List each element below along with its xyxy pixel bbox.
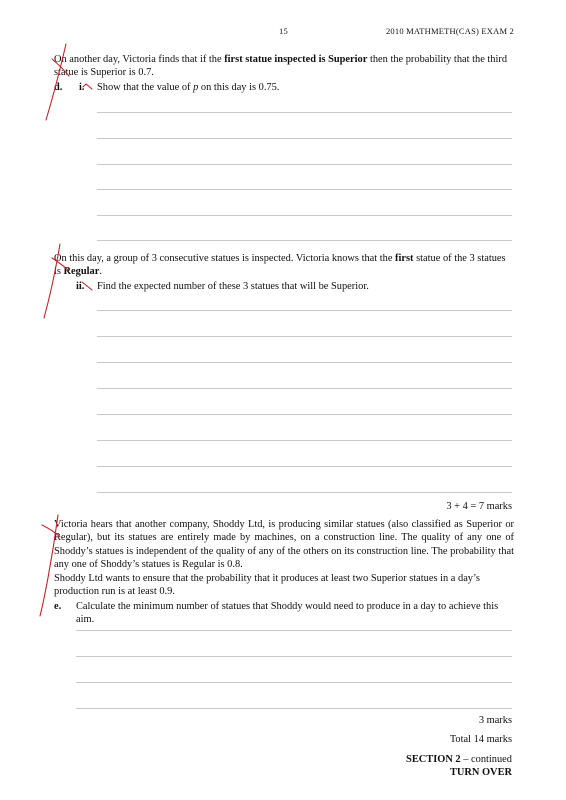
section-continued: SECTION 2 – continued [406,754,512,765]
part-d-marks: 3 + 4 = 7 marks [446,501,512,512]
part-d-intro: On another day, Victoria finds that if the first statue inspected is Superior then the probability that the third statue is Superior is 0.7. [54,54,508,79]
answer-line [97,310,512,311]
answer-line [76,682,512,683]
page-number: 15 [279,26,288,36]
exam-title: 2010 MATHMETH(CAS) EXAM 2 [385,26,514,36]
turn-over: TURN OVER [449,767,512,778]
sub-question-ii-label: ii. [76,281,85,292]
sub-question-i-label: i. [79,82,85,93]
part-d-intro-2: On this day, a group of 3 consecutive statues is inspected. Victoria knows that the first statue of the 3 statues is Regular. [54,253,506,278]
part-e-question: Calculate the minimum number of statues that Shoddy would need to produce in a day to achieve this aim. [76,601,499,625]
answer-line [97,466,512,467]
total-marks: Total 14 marks [449,734,512,745]
answer-line [97,440,512,441]
answer-line [97,215,512,216]
answer-line [97,138,512,139]
answer-line [76,630,512,631]
part-e-intro-2: Shoddy Ltd wants to ensure that the probability that it produces at least two Superior statues in a day’s production run is at least 0.9. [54,573,480,598]
question-ii-text: Find the expected number of these 3 statues that will be Superior. [97,281,369,292]
answer-line [97,414,512,415]
answer-line [97,388,512,389]
part-e-intro-1: Victoria hears that another company, Shoddy Ltd, is producing similar statues (also classified as Superior or Regular), but its statues are entirely made by machines, on a construction line. The quality of any one of Shoddy’s statues is independent of the quality of any of the others on its construction line. The probability that any one of Shoddy’s statues is Regular is 0.8. [54,519,514,571]
answer-line [97,240,512,241]
part-d-label: d. [54,82,63,93]
question-i-text: Show that the value of p on this day is 0.75. [97,82,280,93]
part-e-label: e. [54,601,62,612]
answer-line [76,708,512,709]
answer-line [97,164,512,165]
answer-line [97,112,512,113]
answer-line [97,492,512,493]
answer-line [97,362,512,363]
part-e-marks: 3 marks [478,715,512,726]
answer-line [97,189,512,190]
answer-line [76,656,512,657]
answer-line [97,336,512,337]
